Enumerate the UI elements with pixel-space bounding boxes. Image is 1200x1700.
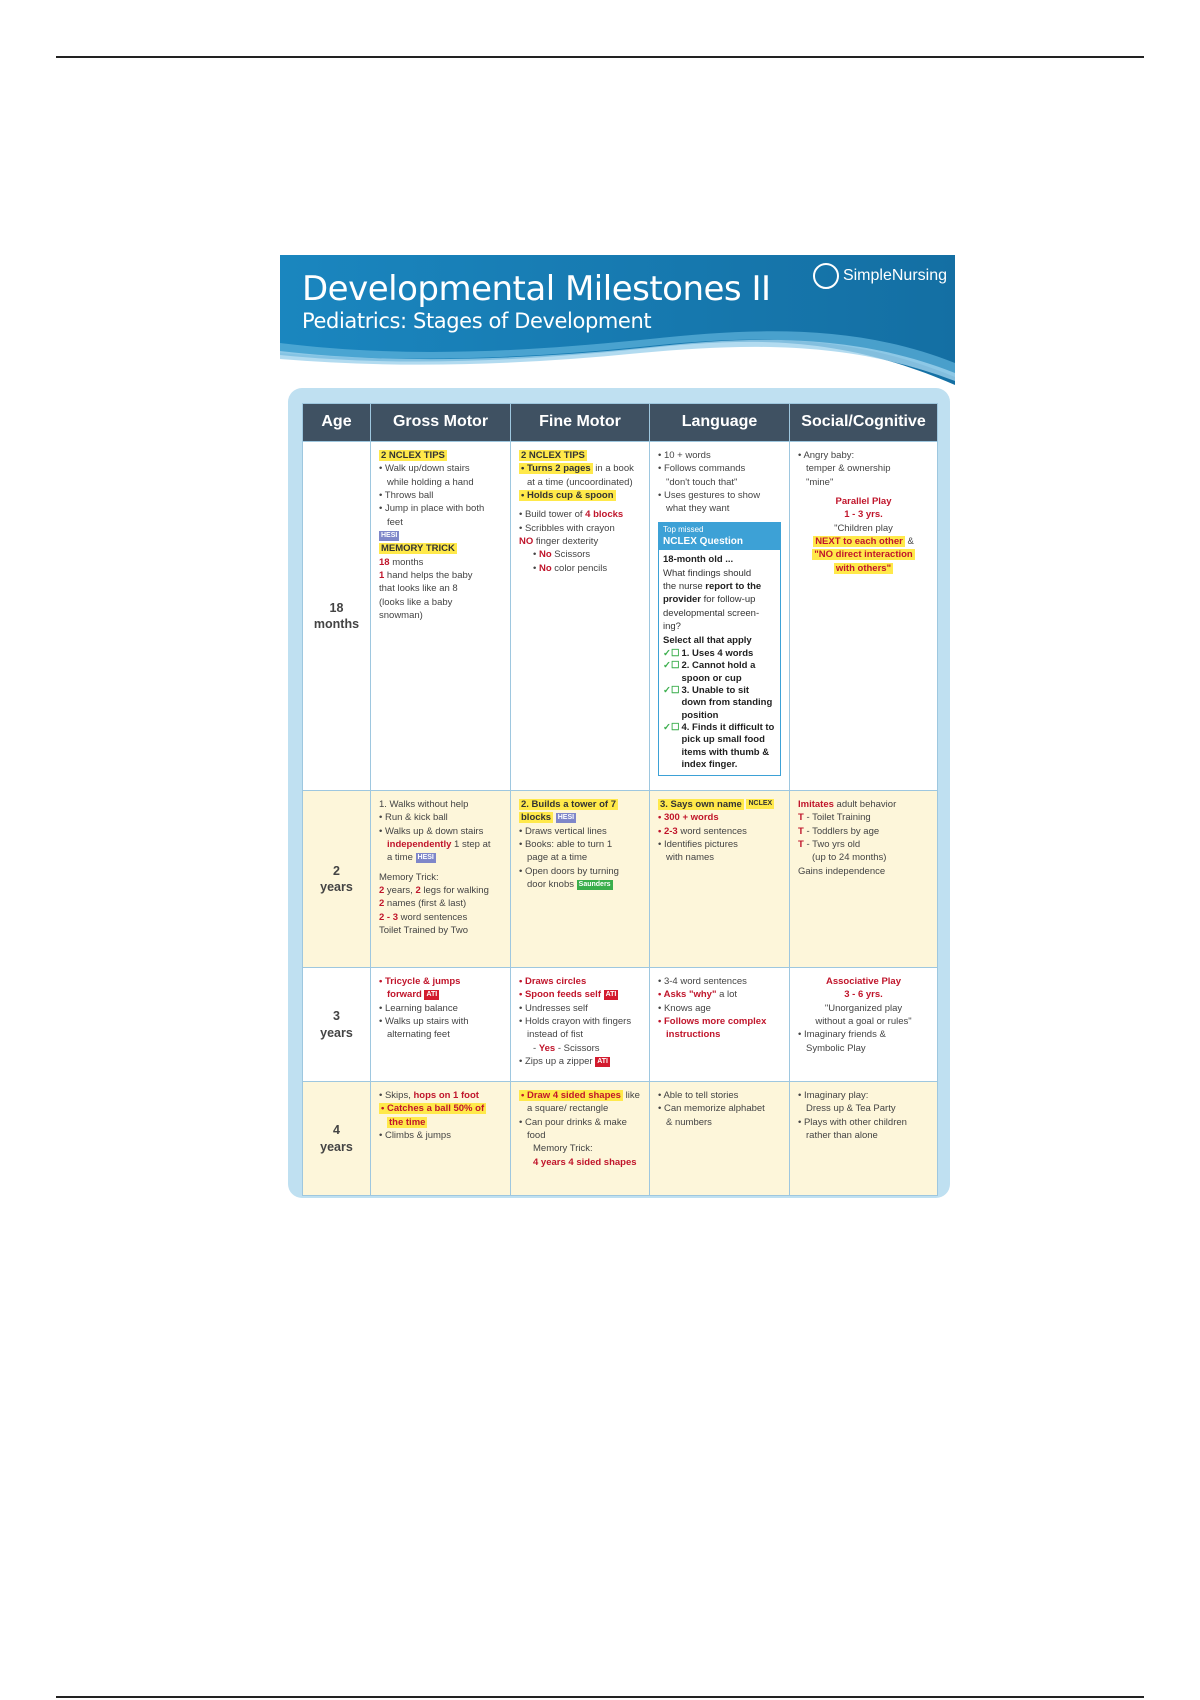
play-description: without a goal or rules" bbox=[815, 1016, 912, 1028]
checkbox-icon: ✓☐ bbox=[663, 660, 680, 672]
question-instruction: Select all that apply bbox=[663, 634, 752, 646]
list-emphasis: • 300 + words bbox=[658, 812, 719, 824]
list-emphasis: • Follows more complex bbox=[658, 1016, 767, 1028]
list-item: a square/ rectangle bbox=[527, 1103, 609, 1115]
memory-text: (looks like a baby bbox=[379, 596, 453, 608]
hesi-badge: HESI bbox=[381, 531, 398, 539]
banner-subtitle: Pediatrics: Stages of Development bbox=[302, 309, 652, 333]
brand bbox=[813, 263, 947, 289]
memory-number: 2 bbox=[379, 885, 385, 897]
fine-motor-cell bbox=[511, 1082, 650, 1196]
list-item: alternating feet bbox=[387, 1029, 450, 1041]
age-number: 3 bbox=[333, 1009, 340, 1024]
mnemonic-text: - Toddlers by age bbox=[803, 825, 880, 837]
list-item: • Zips up a zipper bbox=[519, 1056, 593, 1068]
ati-badge: ATI bbox=[426, 990, 438, 998]
age-number: 4 bbox=[333, 1123, 340, 1138]
list-item: Gains independence bbox=[798, 865, 886, 877]
table-row bbox=[303, 791, 938, 968]
tip-text: in a book bbox=[592, 463, 634, 475]
answer-option bbox=[663, 722, 776, 771]
memory-text: months bbox=[389, 556, 424, 568]
question-title: NCLEX Question bbox=[663, 536, 744, 548]
play-type: Parallel Play bbox=[835, 496, 892, 508]
gross-motor-cell bbox=[371, 968, 511, 1082]
list-item: • Walks up stairs with bbox=[379, 1016, 469, 1028]
gross-motor-cell bbox=[371, 791, 511, 968]
tip-highlight: • Holds cup & spoon bbox=[521, 490, 614, 502]
list-emphasis: forward bbox=[387, 989, 422, 1001]
play-type: Associative Play bbox=[826, 976, 901, 987]
nclex-badge: NCLEX bbox=[748, 800, 773, 808]
list-item: • Skips, bbox=[379, 1090, 414, 1101]
list-item: adult behavior bbox=[833, 799, 897, 810]
list-emphasis: • Draw 4 sided shapes bbox=[521, 1090, 621, 1101]
milestones-table bbox=[302, 403, 938, 1196]
list-item: Scissors bbox=[551, 549, 591, 561]
age-cell bbox=[303, 442, 371, 791]
list-emphasis: No bbox=[538, 562, 552, 574]
play-emphasis: NEXT to each other bbox=[815, 536, 903, 548]
memory-text: snowman) bbox=[379, 610, 423, 622]
list-emphasis: • Tricycle & jumps bbox=[379, 976, 461, 987]
list-item: "don't touch that" bbox=[666, 476, 738, 488]
list-item: • Throws ball bbox=[379, 490, 434, 502]
header-fine-motor: Fine Motor bbox=[511, 404, 650, 442]
tip-highlight: 2. Builds a tower of 7 bbox=[521, 799, 617, 810]
header-age: Age bbox=[303, 404, 371, 442]
list-emphasis: 4 blocks bbox=[585, 509, 624, 521]
question-text: developmental screen- bbox=[663, 607, 760, 619]
hesi-badge: HESI bbox=[557, 813, 575, 821]
list-item: finger dexterity bbox=[533, 536, 599, 548]
gross-motor-cell bbox=[371, 1082, 511, 1196]
age-unit: years bbox=[320, 1025, 353, 1040]
header-social-cognitive: Social/Cognitive bbox=[790, 404, 938, 442]
nclex-tip-label: 2 NCLEX TIPS bbox=[381, 450, 445, 461]
question-emphasis: report to the bbox=[705, 581, 762, 593]
language-cell bbox=[650, 1082, 790, 1196]
play-description: & bbox=[904, 536, 914, 548]
question-text: ing? bbox=[663, 621, 681, 633]
list-item: word sentences bbox=[677, 825, 747, 837]
checkbox-icon: ✓☐ bbox=[663, 684, 680, 696]
mnemonic-text: - Toilet Training bbox=[803, 812, 871, 824]
language-cell bbox=[650, 968, 790, 1082]
mnemonic-letter: T bbox=[798, 825, 804, 837]
social-cognitive-cell bbox=[790, 791, 938, 968]
gross-motor-cell bbox=[371, 442, 511, 791]
list-item: while holding a hand bbox=[387, 476, 474, 488]
list-item: - Scissors bbox=[555, 1042, 600, 1054]
age-cell bbox=[303, 791, 371, 968]
ati-badge: ATI bbox=[597, 1057, 608, 1065]
list-item: • Angry baby: bbox=[798, 450, 855, 461]
language-cell bbox=[650, 791, 790, 968]
list-item: a lot bbox=[716, 989, 738, 1001]
list-item: • Follows commands bbox=[658, 463, 746, 475]
tip-highlight: • Turns 2 pages bbox=[521, 463, 591, 475]
list-emphasis: NO bbox=[519, 536, 534, 548]
question-text: 18-month old ... bbox=[663, 554, 734, 566]
memory-number: 18 bbox=[379, 556, 390, 568]
memory-number: 1 bbox=[379, 570, 385, 582]
list-item: • Imaginary friends & bbox=[798, 1029, 886, 1041]
play-emphasis: "NO direct interaction bbox=[814, 549, 913, 561]
question-kicker: Top missed bbox=[663, 524, 704, 534]
fine-motor-cell bbox=[511, 791, 650, 968]
answer-option bbox=[663, 685, 776, 722]
list-item: • Walks up & down stairs bbox=[379, 825, 484, 837]
language-cell bbox=[650, 442, 790, 791]
fine-motor-cell: • Draws circles • Spoon feeds self ATI • Undresses self • Holds crayon with fingers instead of fist - Yes - Scissors • Zips up a zipper ATI bbox=[511, 968, 650, 1082]
answer-text: 2. Cannot hold a spoon or cup bbox=[681, 660, 756, 684]
age-unit: years bbox=[320, 880, 353, 894]
table-frame bbox=[288, 388, 950, 1198]
play-description: "Unorganized play bbox=[824, 1002, 903, 1014]
list-emphasis: No bbox=[538, 549, 552, 561]
list-emphasis: • Spoon feeds self bbox=[519, 989, 601, 1001]
social-cognitive-cell bbox=[790, 442, 938, 791]
age-number: 18 bbox=[329, 600, 344, 615]
list-item: • 3-4 word sentences bbox=[658, 976, 747, 987]
list-emphasis: Yes bbox=[538, 1042, 556, 1054]
memory-number: 2 - 3 bbox=[379, 911, 399, 923]
play-description: "Children play bbox=[834, 522, 893, 534]
mnemonic-text: - Two yrs old bbox=[803, 839, 861, 851]
list-emphasis: • Asks "why" bbox=[658, 989, 717, 1001]
list-item: Symbolic Play bbox=[806, 1042, 866, 1054]
list-item: door knobs bbox=[527, 879, 575, 891]
memory-trick-label: MEMORY TRICK bbox=[381, 543, 455, 555]
table-row bbox=[303, 1082, 938, 1196]
fine-motor-cell: 2 NCLEX TIPS • Turns 2 pages in a book at a time (uncoordinated) • Holds cup & spoon • Build tower of 4 blocks • Scribbles with crayon NO finger dexterity • No Scissors • No color pencils bbox=[511, 442, 650, 791]
list-emphasis: • Catches a ball 50% of bbox=[381, 1103, 485, 1115]
list-item: • Imaginary play: bbox=[798, 1090, 869, 1101]
checkbox-icon: ✓☐ bbox=[663, 721, 680, 733]
list-item: "mine" bbox=[806, 476, 834, 488]
checkbox-icon: ✓☐ bbox=[663, 647, 680, 659]
list-emphasis: • Draws circles bbox=[519, 976, 587, 987]
question-emphasis: provider bbox=[663, 594, 702, 606]
list-item: • Run & kick ball bbox=[379, 812, 448, 824]
list-item: • Can memorize alphabet bbox=[658, 1103, 765, 1115]
question-body bbox=[659, 550, 780, 775]
memory-text: Toilet Trained by Two bbox=[379, 925, 469, 937]
list-item: • Plays with other children bbox=[798, 1116, 907, 1128]
list-item: • Undresses self bbox=[519, 1002, 588, 1014]
list-emphasis: Imitates bbox=[798, 799, 834, 810]
question-text: the nurse bbox=[663, 581, 706, 593]
answer-option bbox=[663, 648, 776, 660]
nclex-tip-label: 2 NCLEX TIPS bbox=[521, 450, 585, 461]
answer-text: 1. Uses 4 words bbox=[681, 647, 754, 659]
memory-text: that looks like an 8 bbox=[379, 583, 458, 595]
top-rule bbox=[56, 56, 1144, 58]
age-unit: months bbox=[313, 617, 360, 631]
tip-highlight: blocks bbox=[521, 812, 552, 824]
memory-text: hand helps the baby bbox=[384, 570, 473, 582]
list-item: • Jump in place with both bbox=[379, 503, 485, 515]
list-item: page at a time bbox=[527, 852, 588, 864]
memory-number: 4 bbox=[568, 1156, 574, 1168]
nclex-question-box bbox=[658, 522, 781, 777]
memory-text: sided shapes bbox=[573, 1156, 637, 1168]
list-item: • Walk up/down stairs bbox=[379, 463, 470, 475]
list-emphasis: • 2-3 bbox=[658, 825, 678, 837]
age-number: 2 bbox=[333, 863, 340, 878]
list-item: what they want bbox=[666, 503, 730, 515]
age-cell bbox=[303, 968, 371, 1082]
mnemonic-letter: T bbox=[798, 812, 804, 824]
memory-trick-label: Memory Trick: bbox=[379, 871, 439, 883]
saunders-badge: Saunders bbox=[578, 880, 611, 888]
list-item: • Draws vertical lines bbox=[519, 825, 607, 837]
age-cell bbox=[303, 1082, 371, 1196]
play-emphasis: with others" bbox=[835, 562, 892, 574]
list-item: • Scribbles with crayon bbox=[519, 522, 615, 534]
list-item: • Can pour drinks & make bbox=[519, 1116, 627, 1128]
memory-number: 2 bbox=[379, 898, 385, 910]
ati-badge: ATI bbox=[605, 990, 617, 998]
list-emphasis: independently bbox=[387, 839, 452, 851]
header-gross-motor: Gross Motor bbox=[371, 404, 511, 442]
list-item: • Able to tell stories bbox=[658, 1090, 739, 1101]
hesi-badge: HESI bbox=[417, 853, 434, 861]
social-cognitive-cell bbox=[790, 1082, 938, 1196]
play-age-range: 1 - 3 yrs. bbox=[844, 509, 883, 521]
memory-text: legs for walking bbox=[420, 885, 489, 897]
answer-text: 3. Unable to sit down from standing position bbox=[681, 684, 773, 721]
memory-text: word sentences bbox=[398, 911, 468, 923]
mnemonic-text: (up to 24 months) bbox=[812, 852, 887, 864]
social-cognitive-cell bbox=[790, 968, 938, 1082]
question-text: What findings should bbox=[663, 567, 752, 579]
list-item: • Books: able to turn 1 bbox=[519, 839, 613, 851]
list-item: • 10 + words bbox=[658, 450, 711, 461]
age-unit: years bbox=[320, 1139, 353, 1154]
tip-highlight: 3. Says own name bbox=[660, 799, 742, 810]
memory-text: years bbox=[538, 1156, 569, 1168]
list-item: Dress up & Tea Party bbox=[806, 1103, 896, 1115]
list-item: instead of fist bbox=[527, 1029, 583, 1041]
brand-name: SimpleNursing bbox=[842, 267, 947, 284]
list-item: with names bbox=[666, 852, 715, 864]
list-item: a time bbox=[387, 852, 413, 864]
list-item: & numbers bbox=[666, 1116, 712, 1128]
simplenursing-logo-icon bbox=[813, 263, 839, 289]
question-header bbox=[659, 523, 780, 551]
list-item: • Uses gestures to show bbox=[658, 490, 761, 502]
list-item: feet bbox=[387, 516, 403, 528]
list-emphasis: the time bbox=[389, 1116, 426, 1128]
banner-title: Developmental Milestones II bbox=[302, 269, 771, 309]
bottom-rule bbox=[56, 1696, 1144, 1698]
list-item: • Learning balance bbox=[379, 1002, 458, 1014]
list-item: • Climbs & jumps bbox=[379, 1130, 451, 1142]
list-item: • Build tower of bbox=[519, 509, 586, 521]
list-item: like bbox=[622, 1090, 640, 1101]
banner bbox=[280, 255, 955, 395]
list-item: 1. Walks without help bbox=[379, 799, 469, 810]
list-item: • Identifies pictures bbox=[658, 839, 738, 851]
mnemonic-letter: T bbox=[798, 839, 804, 851]
list-emphasis: hops on 1 foot bbox=[413, 1090, 479, 1101]
memory-text: years, bbox=[384, 885, 416, 897]
list-item: color pencils bbox=[551, 562, 608, 574]
list-item: rather than alone bbox=[806, 1130, 878, 1142]
list-item: 1 step at bbox=[451, 839, 491, 851]
memory-text: names (first & last) bbox=[384, 898, 467, 910]
list-item: • Holds crayon with fingers bbox=[519, 1016, 632, 1028]
list-item: food bbox=[527, 1130, 546, 1142]
list-item: temper & ownership bbox=[806, 463, 891, 475]
milestones-sheet bbox=[280, 255, 955, 1205]
header-row bbox=[303, 404, 938, 442]
tip-text: at a time (uncoordinated) bbox=[527, 476, 633, 488]
memory-trick-label: Memory Trick: bbox=[533, 1143, 593, 1155]
play-age-range: 3 - 6 yrs. bbox=[844, 989, 883, 1001]
memory-number: 4 bbox=[533, 1156, 539, 1168]
list-emphasis: instructions bbox=[666, 1029, 721, 1041]
list-item: • Open doors by turning bbox=[519, 865, 619, 877]
table-row bbox=[303, 442, 938, 791]
question-text: for follow-up bbox=[701, 594, 756, 606]
list-item: • Knows age bbox=[658, 1002, 711, 1014]
table-row bbox=[303, 968, 938, 1082]
answer-option bbox=[663, 660, 776, 685]
memory-number: 2 bbox=[415, 885, 421, 897]
answer-text: 4. Finds it difficult to pick up small food items with thumb & index finger. bbox=[681, 721, 775, 770]
header-language: Language bbox=[650, 404, 790, 442]
